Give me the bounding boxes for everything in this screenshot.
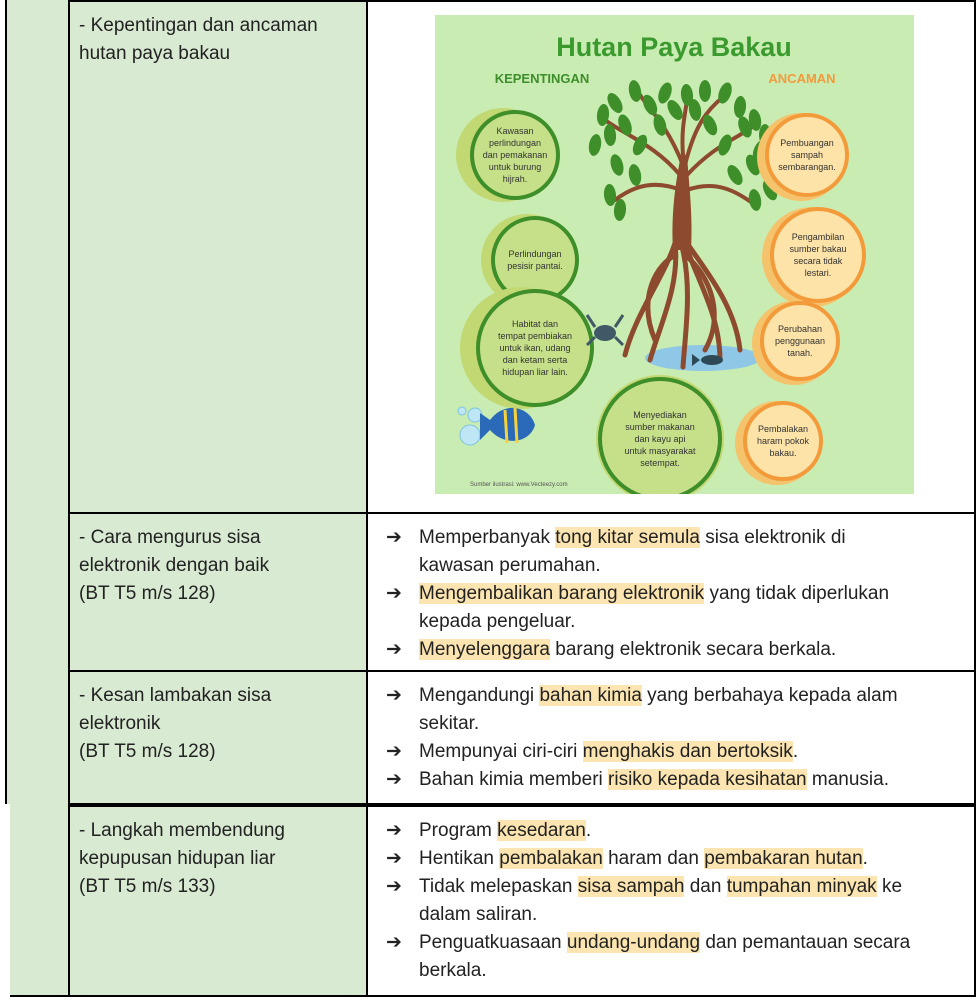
benefit-text: Perlindungan [508,249,562,259]
bullet-item [386,682,967,738]
arrow-icon: ➔ [386,741,402,762]
benefit-text: untuk ikan, udang [499,343,571,353]
bullet-text: Hentikan [419,848,500,869]
bullet-item [386,873,967,929]
threat-text: penggunaan [774,336,826,346]
benefit-text: Menyediakan [633,410,687,420]
threat-text: Pembalakan [757,424,809,434]
topic-line: - Langkah membendung [79,820,285,841]
content-cell-wildlife [368,807,975,995]
threat-text: Perubahan [777,324,823,334]
threat-text: secara tidak [793,256,843,266]
bullet-text: yang tidak diperlukan [704,583,890,604]
benefit-text: dan kayu api [634,434,686,444]
bullet-text: yang berbahaya kepada alam [641,685,898,706]
table-border [10,995,976,997]
highlighted-keyword: sisa sampah [577,876,685,897]
bullet-text: kawasan perumahan. [419,555,601,576]
bullet-text: sekitar. [419,713,480,734]
benefit-text: Kawasan [496,126,534,136]
topic-line: (BT T5 m/s 128) [79,741,216,762]
content-cell-ewaste-manage [368,514,975,670]
bullet-text: sisa elektronik di [699,527,846,548]
threat-text: sampah [790,150,824,160]
benefit-text: untuk masyarakat [624,446,696,456]
table-border [366,0,368,997]
benefit-text: tempat pembiakan [497,331,573,341]
leaf [699,80,711,102]
highlighted-keyword: Menyelenggara [419,639,550,660]
benefit-text: perlindungan [488,138,542,148]
bullet-text: berkala. [419,960,487,981]
bubble [458,407,466,415]
arrow-icon: ➔ [386,769,402,790]
topic-cell-mangrove [70,2,366,512]
bullet-item [386,929,967,985]
bullet-text: . [862,848,868,869]
bullet-text: dan [684,876,727,897]
threat-text: Pengambilan [791,232,845,242]
bullet-text: dalam saliran. [419,904,538,925]
bullet-item [386,580,967,636]
fish-icon [701,355,723,365]
left-margin-column [5,0,70,804]
bullet-text: Program [419,820,498,841]
topic-line: hutan paya bakau [79,43,231,64]
topic-line: (BT T5 m/s 128) [79,583,216,604]
poster-title: Hutan Paya Bakau [556,32,792,62]
arrow-icon: ➔ [386,876,402,897]
benefit-text: hijrah. [502,174,528,184]
topic-line: elektronik [79,713,161,734]
topic-line: - Kepentingan dan ancaman [79,15,318,36]
bullet-text: Tidak melepaskan [419,876,578,897]
threat-text: Pembuangan [780,138,834,148]
bullet-item [386,524,967,580]
benefit-text: hidupan liar lain. [502,367,568,377]
arrow-icon: ➔ [386,639,402,660]
table-border [68,0,70,997]
threat-text: bakau. [769,448,797,458]
topic-line: kepupusan hidupan liar [79,848,276,869]
bullet-text: . [792,741,799,762]
highlighted-keyword: pembalakan [499,848,603,869]
mangrove-infographic [435,15,914,494]
highlighted-keyword: kesedaran [497,820,586,841]
credit-text: Sumber ilustrasi: www.Vecteezy.com [470,482,568,488]
arrow-icon: ➔ [386,820,402,841]
bullet-item [386,817,967,845]
topic-cell-wildlife [70,807,366,995]
highlighted-keyword: undang-undang [566,932,701,953]
topic-cell-ewaste-impact [70,672,366,803]
arrow-icon: ➔ [386,848,402,869]
table-border [68,512,976,514]
highlighted-keyword: bahan kimia [539,685,642,706]
threat-text: lestari. [804,268,832,278]
bullet-item [386,636,967,664]
arrow-icon: ➔ [386,527,402,548]
highlighted-keyword: risiko kepada kesihatan [608,769,807,790]
table-border [974,0,976,997]
highlighted-keyword: pembakaran hutan [704,848,863,869]
bullet-text: ke [876,876,903,897]
threat-text: tanah. [787,348,813,358]
bullet-text: haram dan [602,848,705,869]
bubble [460,425,480,445]
right-heading: ANCAMAN [768,71,836,86]
left-heading: KEPENTINGAN [494,71,590,86]
bullet-item [386,766,967,794]
bullet-text: Mengandungi [419,685,540,706]
topic-line: (BT T5 m/s 133) [79,876,216,897]
arrow-icon: ➔ [386,685,402,706]
bullet-text: kepada pengeluar. [419,611,576,632]
benefit-text: Habitat dan [511,319,559,329]
threat-text: sumber bakau [789,244,847,254]
bullet-text: . [585,820,592,841]
highlighted-keyword: Mengembalikan barang elektronik [419,583,705,604]
table-border [68,670,976,672]
highlighted-keyword: menghakis dan bertoksik [582,741,793,762]
benefit-text: setempat. [640,458,680,468]
bullet-text: dan pemantauan secara [700,932,911,953]
benefit-text: dan ketam serta [502,355,568,365]
table-border [68,805,976,807]
left-margin-column-lower [10,804,68,996]
content-cell-ewaste-impact [368,672,975,803]
bullet-text: barang elektronik secara berkala. [549,639,837,660]
topic-line: - Cara mengurus sisa [79,527,261,548]
threat-text: haram pokok [756,436,810,446]
bullet-text: manusia. [806,769,889,790]
arrow-icon: ➔ [386,583,402,604]
benefit-text: sumber makanan [625,422,695,432]
bullet-text: Mempunyai ciri-ciri [419,741,583,762]
arrow-icon: ➔ [386,932,402,953]
bullet-item [386,845,967,873]
threat-text: sembarangan. [778,162,836,172]
bullet-text: Bahan kimia memberi [419,769,609,790]
table-border [68,0,976,2]
benefit-text: untuk burung [488,162,542,172]
topic-cell-ewaste-manage [70,514,366,670]
highlighted-keyword: tumpahan minyak [726,876,877,897]
infographic-graphic [435,15,914,494]
topic-line: elektronik dengan baik [79,555,270,576]
bullet-text: Memperbanyak [419,527,556,548]
bullet-text: Penguatkuasaan [419,932,567,953]
crab-icon [594,325,616,341]
threat-circle [772,209,864,301]
benefit-text: dan pemakanan [482,150,548,160]
benefit-text: pesisir pantai. [507,261,563,271]
topic-line: - Kesan lambakan sisa [79,685,272,706]
bubble [468,408,482,422]
highlighted-keyword: tong kitar semula [555,527,700,548]
bullet-item [386,738,967,766]
